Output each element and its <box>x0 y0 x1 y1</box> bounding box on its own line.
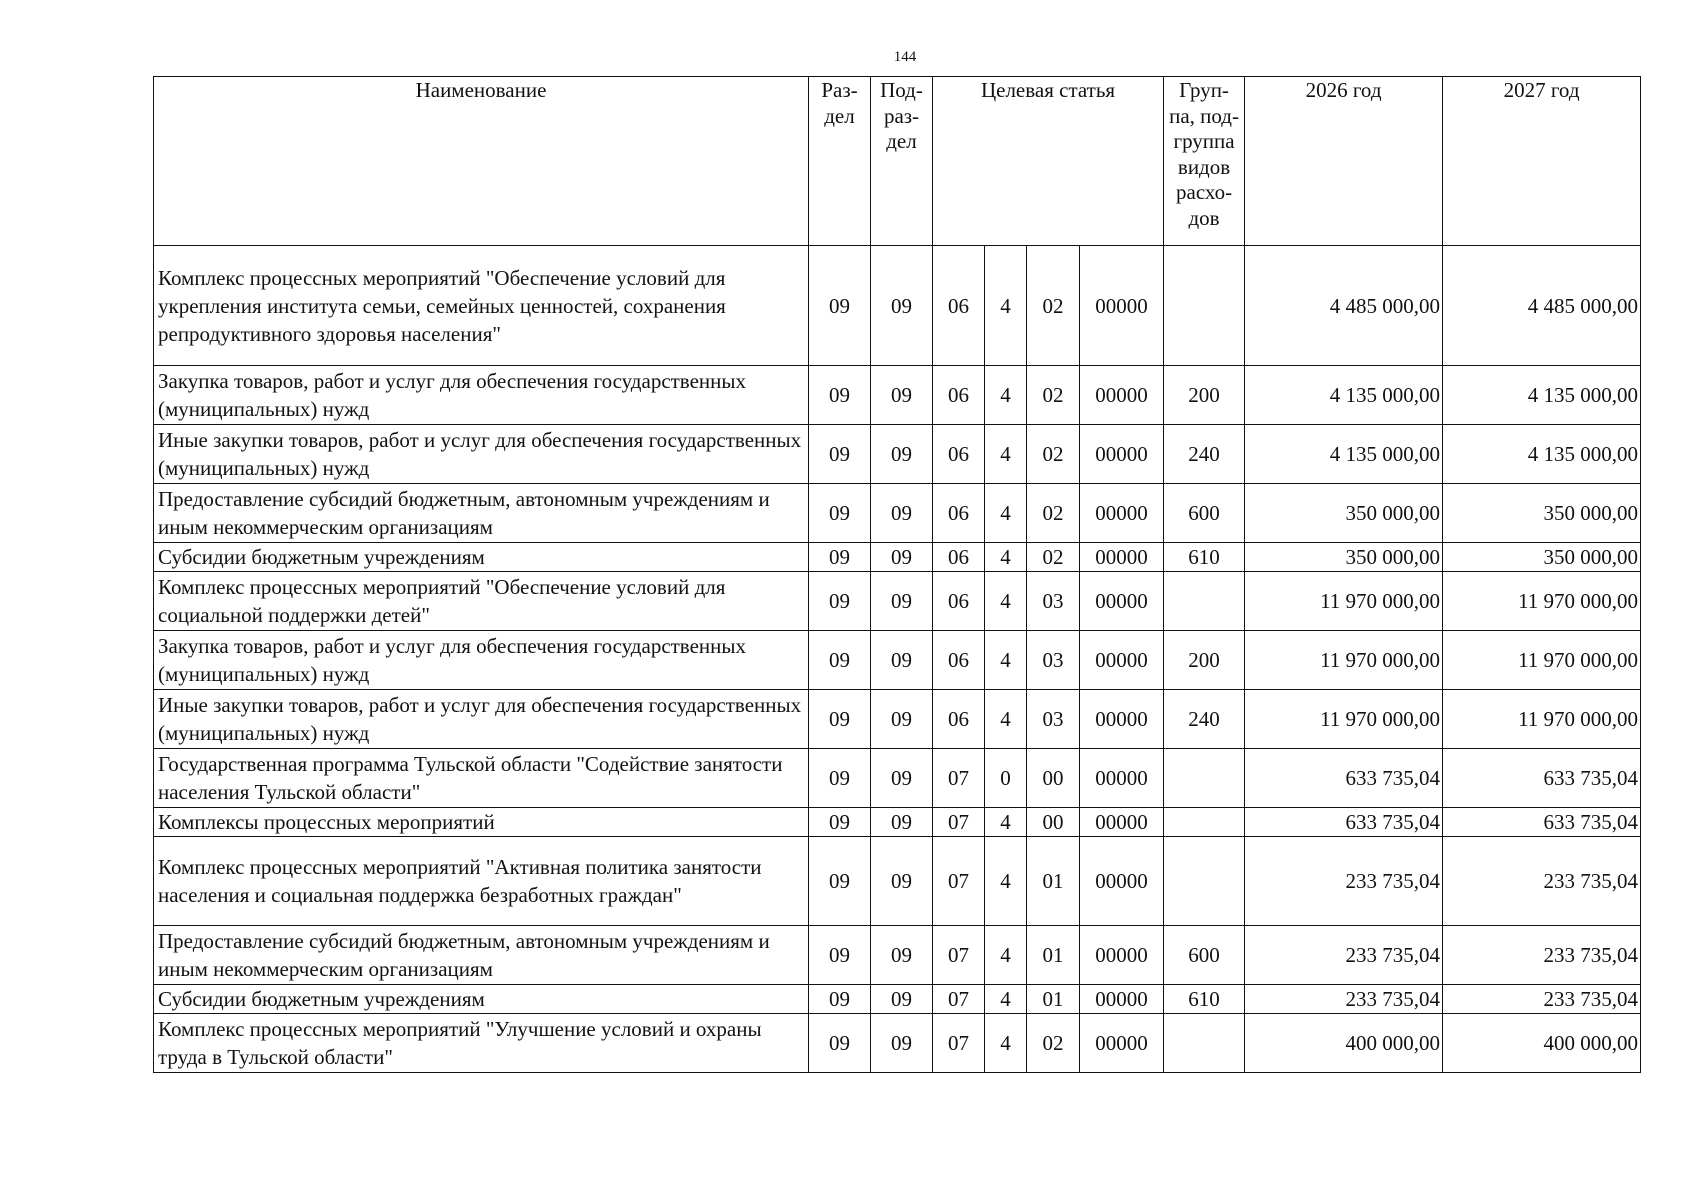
row-expense-group <box>1164 837 1245 926</box>
row-target-subprogram: 02 <box>1027 366 1080 425</box>
row-name: Субсидии бюджетным учреждениям <box>154 543 809 572</box>
row-target-type: 4 <box>985 246 1027 366</box>
row-name: Иные закупки товаров, работ и услуг для обеспечения государственных (муниципальных) нужд <box>154 425 809 484</box>
row-target-subprogram: 00 <box>1027 808 1080 837</box>
row-subsection: 09 <box>871 572 933 631</box>
row-target-direction: 00000 <box>1080 926 1164 985</box>
row-target-type: 4 <box>985 690 1027 749</box>
row-target-subprogram: 02 <box>1027 425 1080 484</box>
row-subsection: 09 <box>871 837 933 926</box>
row-amount-2027: 633 735,04 <box>1443 749 1641 808</box>
row-subsection: 09 <box>871 808 933 837</box>
row-amount-2026: 4 135 000,00 <box>1245 425 1443 484</box>
row-target-direction: 00000 <box>1080 425 1164 484</box>
row-amount-2027: 233 735,04 <box>1443 985 1641 1014</box>
row-expense-group: 600 <box>1164 484 1245 543</box>
row-target-program: 07 <box>933 808 985 837</box>
row-expense-group: 240 <box>1164 690 1245 749</box>
row-target-subprogram: 02 <box>1027 543 1080 572</box>
row-subsection: 09 <box>871 926 933 985</box>
row-section: 09 <box>809 572 871 631</box>
row-expense-group: 610 <box>1164 543 1245 572</box>
row-target-program: 07 <box>933 749 985 808</box>
row-amount-2027: 11 970 000,00 <box>1443 690 1641 749</box>
row-target-type: 4 <box>985 631 1027 690</box>
table-row <box>154 926 1641 985</box>
row-section: 09 <box>809 926 871 985</box>
row-name: Субсидии бюджетным учреждениям <box>154 985 809 1014</box>
row-target-type: 4 <box>985 425 1027 484</box>
budget-table <box>153 76 1641 1073</box>
row-subsection: 09 <box>871 985 933 1014</box>
row-subsection: 09 <box>871 484 933 543</box>
row-target-subprogram: 02 <box>1027 246 1080 366</box>
row-section: 09 <box>809 749 871 808</box>
row-expense-group <box>1164 246 1245 366</box>
row-expense-group <box>1164 749 1245 808</box>
table-row <box>154 985 1641 1014</box>
row-section: 09 <box>809 543 871 572</box>
row-amount-2026: 633 735,04 <box>1245 808 1443 837</box>
table-body <box>154 246 1641 1073</box>
row-amount-2027: 4 485 000,00 <box>1443 246 1641 366</box>
row-target-type: 4 <box>985 926 1027 985</box>
row-target-subprogram: 02 <box>1027 484 1080 543</box>
row-expense-group: 200 <box>1164 631 1245 690</box>
row-target-direction: 00000 <box>1080 808 1164 837</box>
row-amount-2026: 233 735,04 <box>1245 926 1443 985</box>
row-target-program: 07 <box>933 837 985 926</box>
row-amount-2026: 11 970 000,00 <box>1245 690 1443 749</box>
row-name: Иные закупки товаров, работ и услуг для обеспечения государственных (муниципальных) нужд <box>154 690 809 749</box>
row-name: Комплекс процессных мероприятий "Улучшение условий и охраны труда в Тульской области" <box>154 1014 809 1073</box>
row-amount-2027: 11 970 000,00 <box>1443 631 1641 690</box>
row-expense-group: 240 <box>1164 425 1245 484</box>
row-amount-2026: 4 135 000,00 <box>1245 366 1443 425</box>
row-target-type: 4 <box>985 808 1027 837</box>
row-amount-2026: 233 735,04 <box>1245 985 1443 1014</box>
row-amount-2026: 11 970 000,00 <box>1245 631 1443 690</box>
row-target-direction: 00000 <box>1080 749 1164 808</box>
row-name: Государственная программа Тульской области "Содействие занятости населения Тульской области" <box>154 749 809 808</box>
row-target-type: 4 <box>985 837 1027 926</box>
row-target-program: 07 <box>933 926 985 985</box>
header-target-article: Целевая статья <box>933 77 1164 246</box>
row-target-program: 06 <box>933 572 985 631</box>
table-row <box>154 572 1641 631</box>
row-target-type: 4 <box>985 985 1027 1014</box>
row-target-program: 06 <box>933 631 985 690</box>
table-row <box>154 246 1641 366</box>
row-subsection: 09 <box>871 690 933 749</box>
row-amount-2027: 350 000,00 <box>1443 543 1641 572</box>
row-target-subprogram: 01 <box>1027 985 1080 1014</box>
table-row <box>154 690 1641 749</box>
table-row <box>154 425 1641 484</box>
row-target-direction: 00000 <box>1080 837 1164 926</box>
row-section: 09 <box>809 837 871 926</box>
row-target-direction: 00000 <box>1080 246 1164 366</box>
row-target-direction: 00000 <box>1080 572 1164 631</box>
table-row <box>154 1014 1641 1073</box>
row-section: 09 <box>809 631 871 690</box>
row-amount-2026: 633 735,04 <box>1245 749 1443 808</box>
row-amount-2027: 233 735,04 <box>1443 926 1641 985</box>
row-target-program: 06 <box>933 690 985 749</box>
header-name: Наименование <box>154 77 809 246</box>
header-year-2027: 2027 год <box>1443 77 1641 246</box>
row-section: 09 <box>809 690 871 749</box>
header-subsection: Под- раз- дел <box>871 77 933 246</box>
row-subsection: 09 <box>871 631 933 690</box>
row-amount-2026: 4 485 000,00 <box>1245 246 1443 366</box>
row-target-direction: 00000 <box>1080 543 1164 572</box>
row-expense-group <box>1164 572 1245 631</box>
row-name: Закупка товаров, работ и услуг для обеспечения государственных (муниципальных) нужд <box>154 631 809 690</box>
row-target-program: 06 <box>933 366 985 425</box>
table-row <box>154 366 1641 425</box>
row-target-subprogram: 03 <box>1027 631 1080 690</box>
row-section: 09 <box>809 1014 871 1073</box>
row-subsection: 09 <box>871 543 933 572</box>
page-number: 144 <box>893 49 917 65</box>
row-section: 09 <box>809 425 871 484</box>
row-name: Комплексы процессных мероприятий <box>154 808 809 837</box>
row-amount-2027: 633 735,04 <box>1443 808 1641 837</box>
row-name: Предоставление субсидий бюджетным, автономным учреждениям и иным некоммерческим организациям <box>154 484 809 543</box>
row-expense-group: 600 <box>1164 926 1245 985</box>
table-row <box>154 749 1641 808</box>
row-target-program: 06 <box>933 246 985 366</box>
row-target-type: 4 <box>985 1014 1027 1073</box>
row-amount-2027: 350 000,00 <box>1443 484 1641 543</box>
table-row <box>154 484 1641 543</box>
row-target-direction: 00000 <box>1080 484 1164 543</box>
row-amount-2027: 400 000,00 <box>1443 1014 1641 1073</box>
row-expense-group: 610 <box>1164 985 1245 1014</box>
row-amount-2026: 233 735,04 <box>1245 837 1443 926</box>
row-target-type: 4 <box>985 543 1027 572</box>
row-name: Закупка товаров, работ и услуг для обеспечения государственных (муниципальных) нужд <box>154 366 809 425</box>
row-expense-group: 200 <box>1164 366 1245 425</box>
row-target-direction: 00000 <box>1080 985 1164 1014</box>
row-target-type: 4 <box>985 484 1027 543</box>
row-subsection: 09 <box>871 425 933 484</box>
row-target-subprogram: 03 <box>1027 572 1080 631</box>
row-target-type: 4 <box>985 366 1027 425</box>
row-target-direction: 00000 <box>1080 631 1164 690</box>
row-subsection: 09 <box>871 1014 933 1073</box>
row-amount-2026: 11 970 000,00 <box>1245 572 1443 631</box>
header-expense-group: Груп- па, под- группа видов расхо- дов <box>1164 77 1245 246</box>
table-row <box>154 837 1641 926</box>
row-target-subprogram: 02 <box>1027 1014 1080 1073</box>
row-amount-2027: 4 135 000,00 <box>1443 366 1641 425</box>
row-section: 09 <box>809 484 871 543</box>
row-expense-group <box>1164 1014 1245 1073</box>
row-target-subprogram: 01 <box>1027 837 1080 926</box>
row-section: 09 <box>809 808 871 837</box>
row-expense-group <box>1164 808 1245 837</box>
table-row <box>154 808 1641 837</box>
row-target-subprogram: 01 <box>1027 926 1080 985</box>
row-amount-2026: 400 000,00 <box>1245 1014 1443 1073</box>
row-name: Предоставление субсидий бюджетным, автономным учреждениям и иным некоммерческим организациям <box>154 926 809 985</box>
row-target-direction: 00000 <box>1080 1014 1164 1073</box>
table-row <box>154 631 1641 690</box>
row-section: 09 <box>809 985 871 1014</box>
row-amount-2027: 11 970 000,00 <box>1443 572 1641 631</box>
row-name: Комплекс процессных мероприятий "Обеспечение условий для социальной поддержки детей" <box>154 572 809 631</box>
row-section: 09 <box>809 366 871 425</box>
row-target-program: 06 <box>933 425 985 484</box>
row-target-program: 06 <box>933 543 985 572</box>
row-target-direction: 00000 <box>1080 366 1164 425</box>
row-target-program: 07 <box>933 1014 985 1073</box>
row-subsection: 09 <box>871 246 933 366</box>
row-amount-2027: 4 135 000,00 <box>1443 425 1641 484</box>
header-section: Раз- дел <box>809 77 871 246</box>
row-target-type: 4 <box>985 572 1027 631</box>
row-section: 09 <box>809 246 871 366</box>
row-target-subprogram: 03 <box>1027 690 1080 749</box>
table-header-row <box>154 77 1641 246</box>
row-target-program: 07 <box>933 985 985 1014</box>
row-target-direction: 00000 <box>1080 690 1164 749</box>
row-target-subprogram: 00 <box>1027 749 1080 808</box>
table-row <box>154 543 1641 572</box>
row-subsection: 09 <box>871 749 933 808</box>
row-name: Комплекс процессных мероприятий "Обеспечение условий для укрепления института семьи, семейных ценностей, сохранения репродуктивного здоровья населения" <box>154 246 809 366</box>
row-target-type: 0 <box>985 749 1027 808</box>
row-subsection: 09 <box>871 366 933 425</box>
header-year-2026: 2026 год <box>1245 77 1443 246</box>
row-target-program: 06 <box>933 484 985 543</box>
row-name: Комплекс процессных мероприятий "Активная политика занятости населения и социальная поддержка безработных граждан" <box>154 837 809 926</box>
row-amount-2026: 350 000,00 <box>1245 543 1443 572</box>
row-amount-2026: 350 000,00 <box>1245 484 1443 543</box>
row-amount-2027: 233 735,04 <box>1443 837 1641 926</box>
